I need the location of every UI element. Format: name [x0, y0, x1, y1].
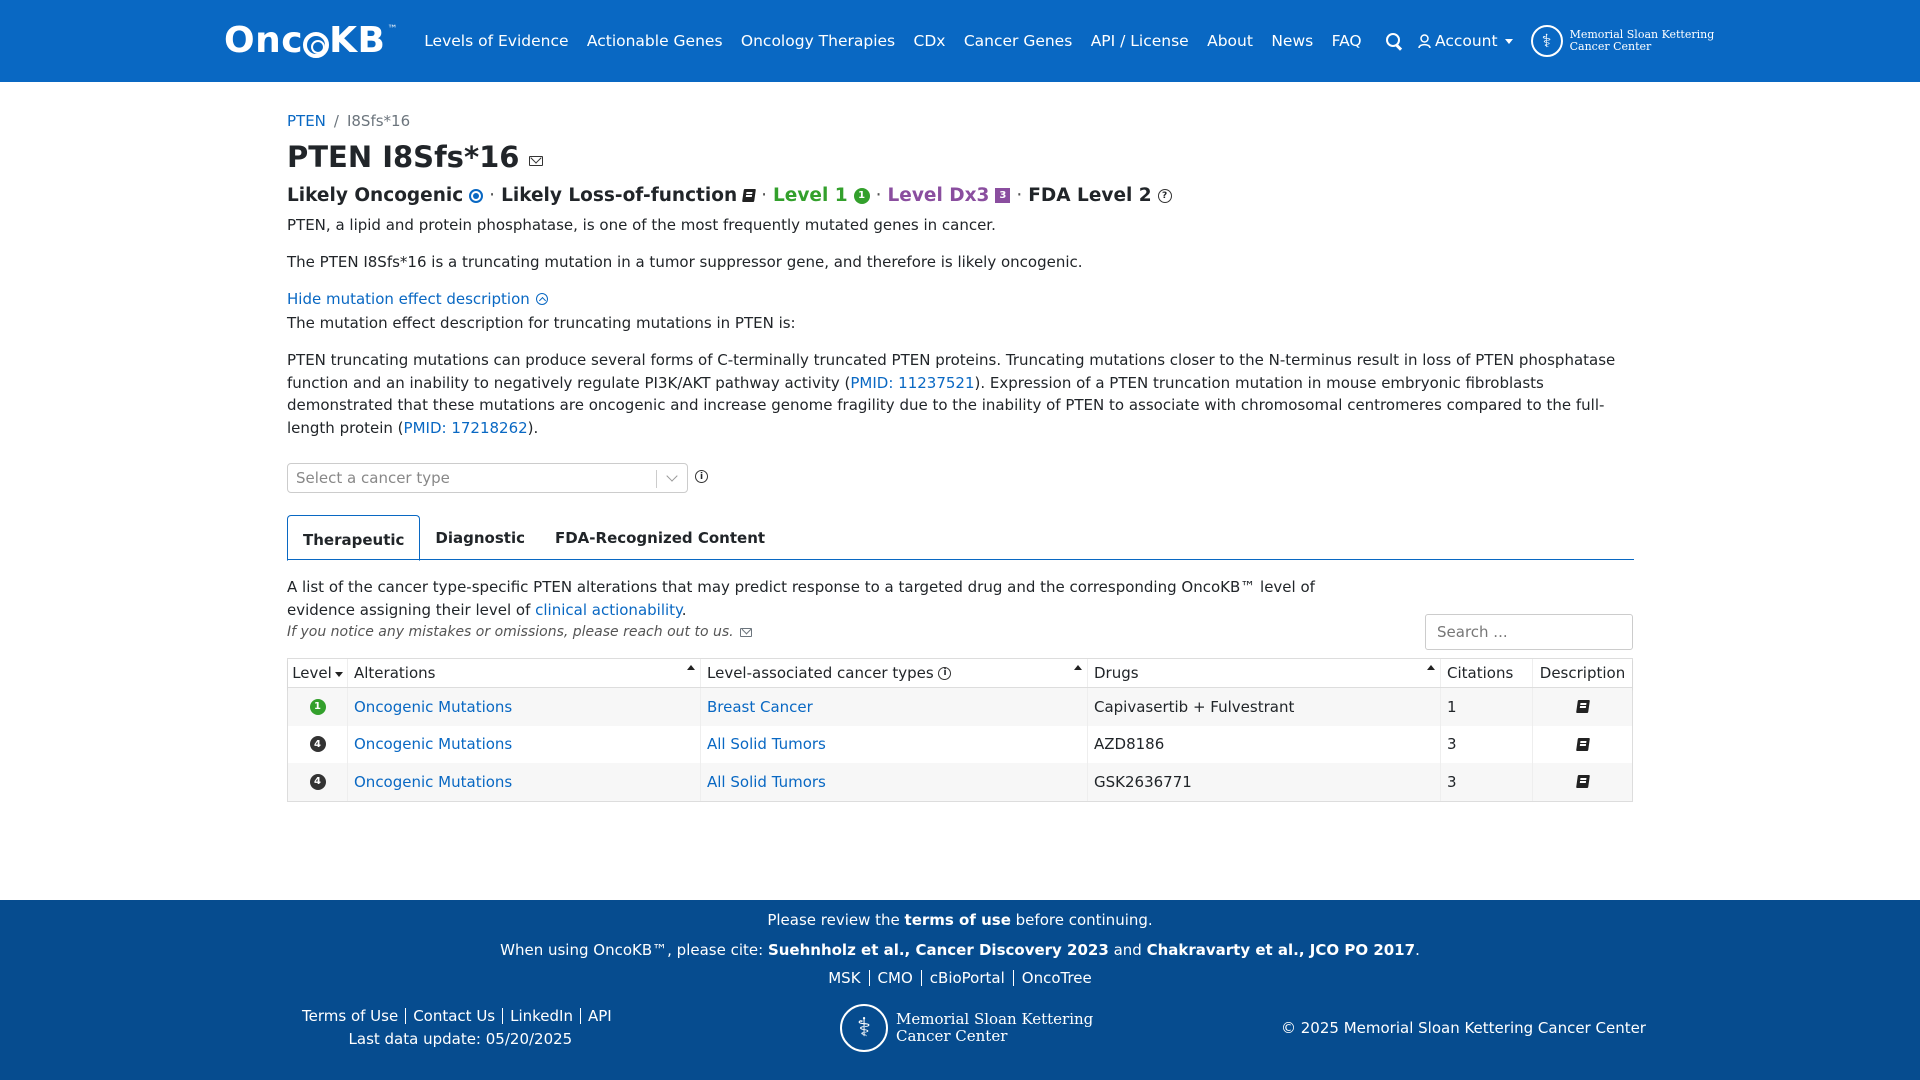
- level-badge-icon[interactable]: 4: [310, 736, 326, 752]
- breadcrumb-gene[interactable]: PTEN: [287, 112, 326, 130]
- notice-text: If you notice any mistakes or omissions, please reach out to us.: [287, 624, 734, 640]
- nav-menu: [415, 0, 1371, 82]
- citations-cell[interactable]: 3: [1440, 763, 1532, 801]
- footer-review-post: before continuing.: [1010, 911, 1153, 929]
- footer-cite-and: and: [1108, 941, 1147, 959]
- table-row: [288, 726, 1632, 764]
- header-citations[interactable]: [1440, 659, 1532, 687]
- alteration-cell: [347, 726, 700, 764]
- hide-link-label: Hide mutation effect description: [287, 290, 530, 308]
- breadcrumb: [287, 112, 410, 130]
- chevron-up-icon: [536, 293, 548, 305]
- footer: [0, 900, 1920, 1080]
- mskcc-text: [1570, 29, 1715, 53]
- level-cell: [288, 688, 347, 726]
- footer-link-contact[interactable]: Contact Us: [405, 1008, 502, 1024]
- alteration-cell: [347, 763, 700, 801]
- info-icon[interactable]: i: [938, 667, 951, 680]
- logo-ring-icon: [303, 32, 329, 58]
- alteration-cell: [347, 688, 700, 726]
- variant-summary: The PTEN I8Sfs*16 is a truncating mutation in a tumor suppressor gene, and therefore is likely oncogenic.: [287, 253, 1083, 271]
- cancer-type-placeholder: Select a cancer type: [296, 469, 450, 487]
- footer-left: [302, 1008, 619, 1048]
- footer-link-api[interactable]: API: [580, 1008, 619, 1024]
- alteration-link[interactable]: Oncogenic Mutations: [354, 697, 513, 716]
- sort-desc-icon: [335, 672, 343, 677]
- feedback-notice: [287, 624, 752, 640]
- cancer-type-link[interactable]: All Solid Tumors: [707, 735, 826, 754]
- mutation-effect: Likely Loss-of-function: [501, 185, 738, 206]
- description-cell: [1532, 726, 1632, 764]
- account-dropdown[interactable]: [1418, 32, 1513, 50]
- footer-mskcc-line2: Cancer Center: [896, 1027, 1008, 1045]
- citations-cell[interactable]: 3: [1440, 726, 1532, 764]
- sort-asc-icon: [687, 665, 695, 670]
- cancer-type-select[interactable]: [287, 463, 688, 493]
- footer-link-cbioportal[interactable]: cBioPortal: [921, 970, 1013, 986]
- cancer-type-cell: [700, 688, 1087, 726]
- level-cell: [288, 763, 347, 801]
- mskcc-logo[interactable]: [1531, 25, 1715, 57]
- book-icon[interactable]: [1576, 775, 1590, 788]
- footer-link-msk[interactable]: MSK: [828, 969, 861, 987]
- nav-cdx[interactable]: CDx: [913, 32, 946, 50]
- nav-levels-of-evidence[interactable]: Levels of Evidence: [424, 32, 569, 50]
- footer-cite-pre: When using OncoKB™, please cite:: [500, 941, 768, 959]
- top-navbar: [0, 0, 1920, 82]
- chevron-down-icon: [1505, 39, 1513, 44]
- footer-link-cmo[interactable]: CMO: [869, 970, 921, 986]
- hide-mutation-effect-link[interactable]: [287, 290, 548, 308]
- alteration-link[interactable]: Oncogenic Mutations: [354, 772, 513, 791]
- description-cell: [1532, 763, 1632, 801]
- separator-dot: ·: [761, 185, 768, 206]
- footer-copyright: © 2025 Memorial Sloan Kettering Cancer Center: [1281, 1019, 1646, 1037]
- therapeutic-description: [287, 576, 1317, 621]
- cancer-type-link[interactable]: Breast Cancer: [707, 697, 813, 716]
- footer-link-linkedin[interactable]: LinkedIn: [502, 1008, 580, 1024]
- sort-asc-icon: [1427, 665, 1435, 670]
- footer-terms-line: [0, 911, 1920, 929]
- oncogenicity: Likely Oncogenic: [287, 185, 464, 206]
- book-icon[interactable]: [1576, 700, 1590, 713]
- page-title: [287, 140, 543, 174]
- cancer-type-cell: [700, 763, 1087, 801]
- footer-review-pre: Please review the: [767, 911, 905, 929]
- table-row: [288, 763, 1632, 801]
- footer-cite-1-link[interactable]: Suehnholz et al., Cancer Discovery 2023: [767, 941, 1109, 959]
- table-header: [288, 659, 1632, 688]
- header-cancer-types-label: Level-associated cancer types: [707, 664, 934, 682]
- nav-about[interactable]: About: [1207, 32, 1253, 50]
- description-cell: [1532, 688, 1632, 726]
- cancer-type-link[interactable]: All Solid Tumors: [707, 772, 826, 791]
- status-line: [287, 185, 1172, 206]
- nav-oncology-therapies[interactable]: Oncology Therapies: [740, 32, 896, 50]
- breadcrumb-alteration: I8Sfs*16: [346, 112, 411, 130]
- envelope-icon[interactable]: [740, 628, 752, 637]
- diagnostic-level: Level Dx3: [887, 185, 990, 206]
- footer-mskcc-line1: Memorial Sloan Kettering: [896, 1010, 1094, 1028]
- breadcrumb-separator: /: [333, 112, 339, 130]
- footer-link-terms[interactable]: Terms of Use: [302, 1007, 399, 1025]
- footer-mskcc-logo[interactable]: [840, 1004, 1093, 1052]
- header-level[interactable]: [288, 659, 347, 687]
- effect-text-3: ).: [527, 418, 539, 437]
- oncokb-logo[interactable]: [224, 20, 398, 61]
- footer-cite-line: [0, 941, 1920, 959]
- header-cancer-types[interactable]: [700, 659, 1087, 687]
- select-separator: [656, 470, 657, 488]
- nav-actionable-genes[interactable]: Actionable Genes: [586, 32, 723, 50]
- level-1-badge-icon: 1: [854, 188, 870, 204]
- page-title-text: PTEN I8Sfs*16: [287, 140, 520, 174]
- mskcc-emblem-icon: ⚕: [1531, 25, 1563, 57]
- separator-dot: ·: [489, 185, 496, 206]
- logo-trademark: ™: [387, 24, 398, 35]
- pmid-link-17218262[interactable]: PMID: 17218262: [403, 418, 528, 437]
- account-label: Account: [1435, 32, 1498, 50]
- logo-text-start: Onc: [224, 20, 304, 61]
- footer-terms-link[interactable]: terms of use: [904, 911, 1011, 929]
- effect-text-2: ). Expression of a PTEN truncation mutation in mouse embryonic fibroblasts demonstrated that these mutations are oncogenic and increase genome fragility due to the inability of PTEN to associate with chromosomal centromeres compared to the full-length protein (: [287, 373, 1605, 437]
- level-cell: [288, 726, 347, 764]
- book-icon[interactable]: [1576, 738, 1590, 751]
- level-badge-icon[interactable]: 4: [310, 774, 326, 790]
- help-icon[interactable]: ?: [1158, 189, 1172, 203]
- cancer-type-cell: [700, 726, 1087, 764]
- nav-faq[interactable]: FAQ: [1331, 32, 1362, 50]
- search-icon[interactable]: [1386, 33, 1402, 49]
- footer-link-oncotree[interactable]: OncoTree: [1013, 970, 1100, 986]
- header-description-label: Description: [1539, 664, 1626, 682]
- footer-cite-post: .: [1415, 941, 1420, 959]
- footer-site-links: [302, 1008, 619, 1024]
- header-level-label: Level: [292, 664, 332, 682]
- header-alterations[interactable]: [347, 659, 700, 687]
- tab-desc-end: .: [681, 600, 687, 619]
- nav-cancer-genes[interactable]: Cancer Genes: [963, 32, 1073, 50]
- mskcc-line1: Memorial Sloan Kettering: [1569, 28, 1715, 41]
- tab-diagnostic[interactable]: Diagnostic: [435, 528, 525, 547]
- gene-summary: PTEN, a lipid and protein phosphatase, is one of the most frequently mutated genes in cancer.: [287, 216, 996, 234]
- highest-level: Level 1: [773, 185, 848, 206]
- sort-asc-icon: [1074, 665, 1082, 670]
- citations-cell[interactable]: 1: [1440, 688, 1532, 726]
- target-icon[interactable]: [469, 189, 483, 203]
- therapeutic-table: [287, 658, 1633, 802]
- table-search-input[interactable]: [1425, 614, 1633, 650]
- last-data-update: Last data update: 05/20/2025: [348, 1030, 573, 1048]
- clinical-actionability-link[interactable]: clinical actionability: [535, 600, 682, 619]
- mutation-effect-description: [287, 349, 1634, 439]
- tab-desc-text: A list of the cancer type-specific PTEN alterations that may predict response to a targeted drug and the corresponding OncoKB™ level of evidence assigning their level of: [287, 578, 1315, 619]
- level-badge-icon[interactable]: 1: [310, 699, 326, 715]
- header-citations-label: Citations: [1447, 664, 1514, 682]
- user-icon: [1418, 34, 1431, 49]
- logo-text-end: KB: [329, 20, 386, 61]
- drugs-cell: AZD8186: [1087, 726, 1440, 764]
- separator-dot: ·: [1016, 185, 1023, 206]
- footer-mskcc-text: [896, 1011, 1093, 1045]
- nav-news[interactable]: News: [1271, 32, 1314, 50]
- nav-api-license[interactable]: API / License: [1090, 32, 1189, 50]
- drugs-cell: GSK2636771: [1087, 763, 1440, 801]
- book-icon[interactable]: [742, 189, 756, 202]
- level-dx3-badge-icon: 3: [995, 188, 1010, 203]
- tab-fda-recognized-content[interactable]: FDA-Recognized Content: [554, 528, 766, 547]
- mskcc-line2: Cancer Center: [1569, 40, 1652, 53]
- mutation-effect-intro: The mutation effect description for truncating mutations in PTEN is:: [287, 314, 796, 332]
- header-drugs[interactable]: [1087, 659, 1440, 687]
- evidence-tabs: [287, 515, 1634, 560]
- fda-level: FDA Level 2: [1028, 185, 1152, 206]
- footer-cite-2-link[interactable]: Chakravarty et al., JCO PO 2017: [1146, 941, 1416, 959]
- footer-external-links: [0, 970, 1920, 986]
- header-alterations-label: Alterations: [354, 664, 436, 682]
- search-placeholder: Search ...: [1437, 623, 1508, 641]
- header-drugs-label: Drugs: [1094, 664, 1139, 682]
- tab-therapeutic[interactable]: Therapeutic: [287, 515, 420, 561]
- alteration-link[interactable]: Oncogenic Mutations: [354, 735, 513, 754]
- info-icon[interactable]: i: [695, 470, 708, 483]
- drugs-cell: Capivasertib + Fulvestrant: [1087, 688, 1440, 726]
- table-row: [288, 688, 1632, 726]
- mskcc-emblem-icon: ⚕: [840, 1004, 888, 1052]
- envelope-icon[interactable]: [529, 156, 543, 166]
- effect-text-1: PTEN truncating mutations can produce several forms of C-terminally truncated PTEN proteins. Truncating mutations closer to the N-terminus result in loss of PTEN phosphatase function and an inability to negatively regulate PI3K/AKT pathway activity (: [287, 351, 1616, 392]
- header-description: [1532, 659, 1632, 687]
- pmid-link-11237521[interactable]: PMID: 11237521: [850, 373, 975, 392]
- separator-dot: ·: [875, 185, 882, 206]
- chevron-down-icon: [666, 470, 677, 481]
- nav-right: [1386, 0, 1714, 82]
